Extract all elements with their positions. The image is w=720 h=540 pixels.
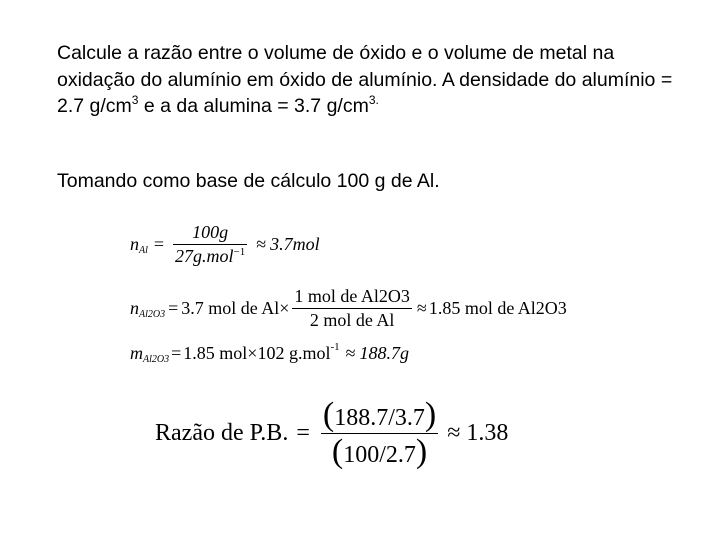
eq2-equals: = — [168, 298, 179, 318]
eq2-lhs: n — [130, 298, 139, 318]
eq3-lhs: m — [130, 343, 143, 363]
ratio-approx: ≈ — [447, 420, 461, 446]
eq3-term1: 1.85 mol — [183, 343, 248, 363]
eq2-denominator: 2 mol de Al — [309, 310, 395, 330]
eq3-term2: 102 g.mol — [257, 343, 331, 363]
eq1-num-text: 100g — [192, 222, 229, 242]
eq1-den-text: 27g.mol — [175, 246, 234, 266]
ratio-denominator — [330, 434, 429, 469]
problem-statement — [57, 40, 697, 120]
eq2-approx: ≈ — [416, 298, 427, 318]
eq1-approx: ≈ — [256, 234, 267, 254]
ratio-den-text: 100/2.7 — [343, 442, 416, 468]
eq1-fraction — [173, 222, 247, 267]
equation-pb-ratio — [155, 398, 508, 469]
eq2-lhs-sub: Al2O3 — [139, 309, 166, 320]
eq3-term2-sup: -1 — [330, 340, 340, 353]
ratio-label: Razão de P.B. — [155, 420, 289, 446]
statement-text-continued: e a da alumina = 3.7 g/cm — [138, 95, 369, 117]
eq2-fraction — [292, 286, 412, 331]
eq2-numerator: 1 mol de Al2O3 — [294, 286, 410, 306]
ratio-num-text: 188.7/3.7 — [334, 405, 425, 431]
eq2-result: 1.85 mol de Al2O3 — [428, 298, 567, 318]
eq1-result: 3.7mol — [270, 234, 320, 254]
eq3-equals: = — [171, 343, 182, 363]
ratio-equals: = — [296, 420, 310, 446]
statement-paragraph — [57, 40, 697, 120]
statement-superscript: 3 — [131, 92, 139, 107]
eq1-denominator — [173, 245, 247, 267]
equation-moles-al2o3 — [130, 286, 567, 331]
calculation-basis: Tomando como base de cálculo 100 g de Al. — [57, 170, 440, 192]
ratio-num-left-paren: ( — [322, 396, 335, 433]
statement-superscript-end: 3. — [368, 92, 379, 107]
eq3-approx: ≈ — [345, 343, 356, 363]
ratio-numerator — [321, 398, 438, 433]
ratio-num-right-paren: ) — [424, 396, 437, 433]
eq3-result: 188.7g — [359, 343, 410, 363]
eq1-equals: = — [153, 234, 165, 254]
eq3-lhs-sub: Al2O3 — [143, 354, 170, 365]
eq3-times: × — [247, 343, 258, 363]
eq1-numerator — [190, 222, 230, 244]
equation-mass-al2o3 — [130, 340, 410, 365]
ratio-result: 1.38 — [466, 420, 509, 446]
eq2-term: 3.7 mol de Al — [181, 298, 280, 318]
eq2-times: × — [279, 298, 290, 318]
ratio-den-right-paren: ) — [415, 433, 428, 470]
eq1-den-sup: −1 — [233, 246, 246, 258]
statement-text: Calcule a razão entre o volume de óxido e o volume de metal na oxidação do alumínio em óxido de alumínio. A densidade do alumínio = 2.7 g/cm — [57, 42, 673, 117]
ratio-den-left-paren: ( — [331, 433, 344, 470]
ratio-fraction — [321, 398, 438, 469]
eq1-lhs-sub: Al — [139, 245, 148, 256]
equation-moles-al — [130, 222, 320, 267]
eq1-lhs: n — [130, 234, 139, 254]
